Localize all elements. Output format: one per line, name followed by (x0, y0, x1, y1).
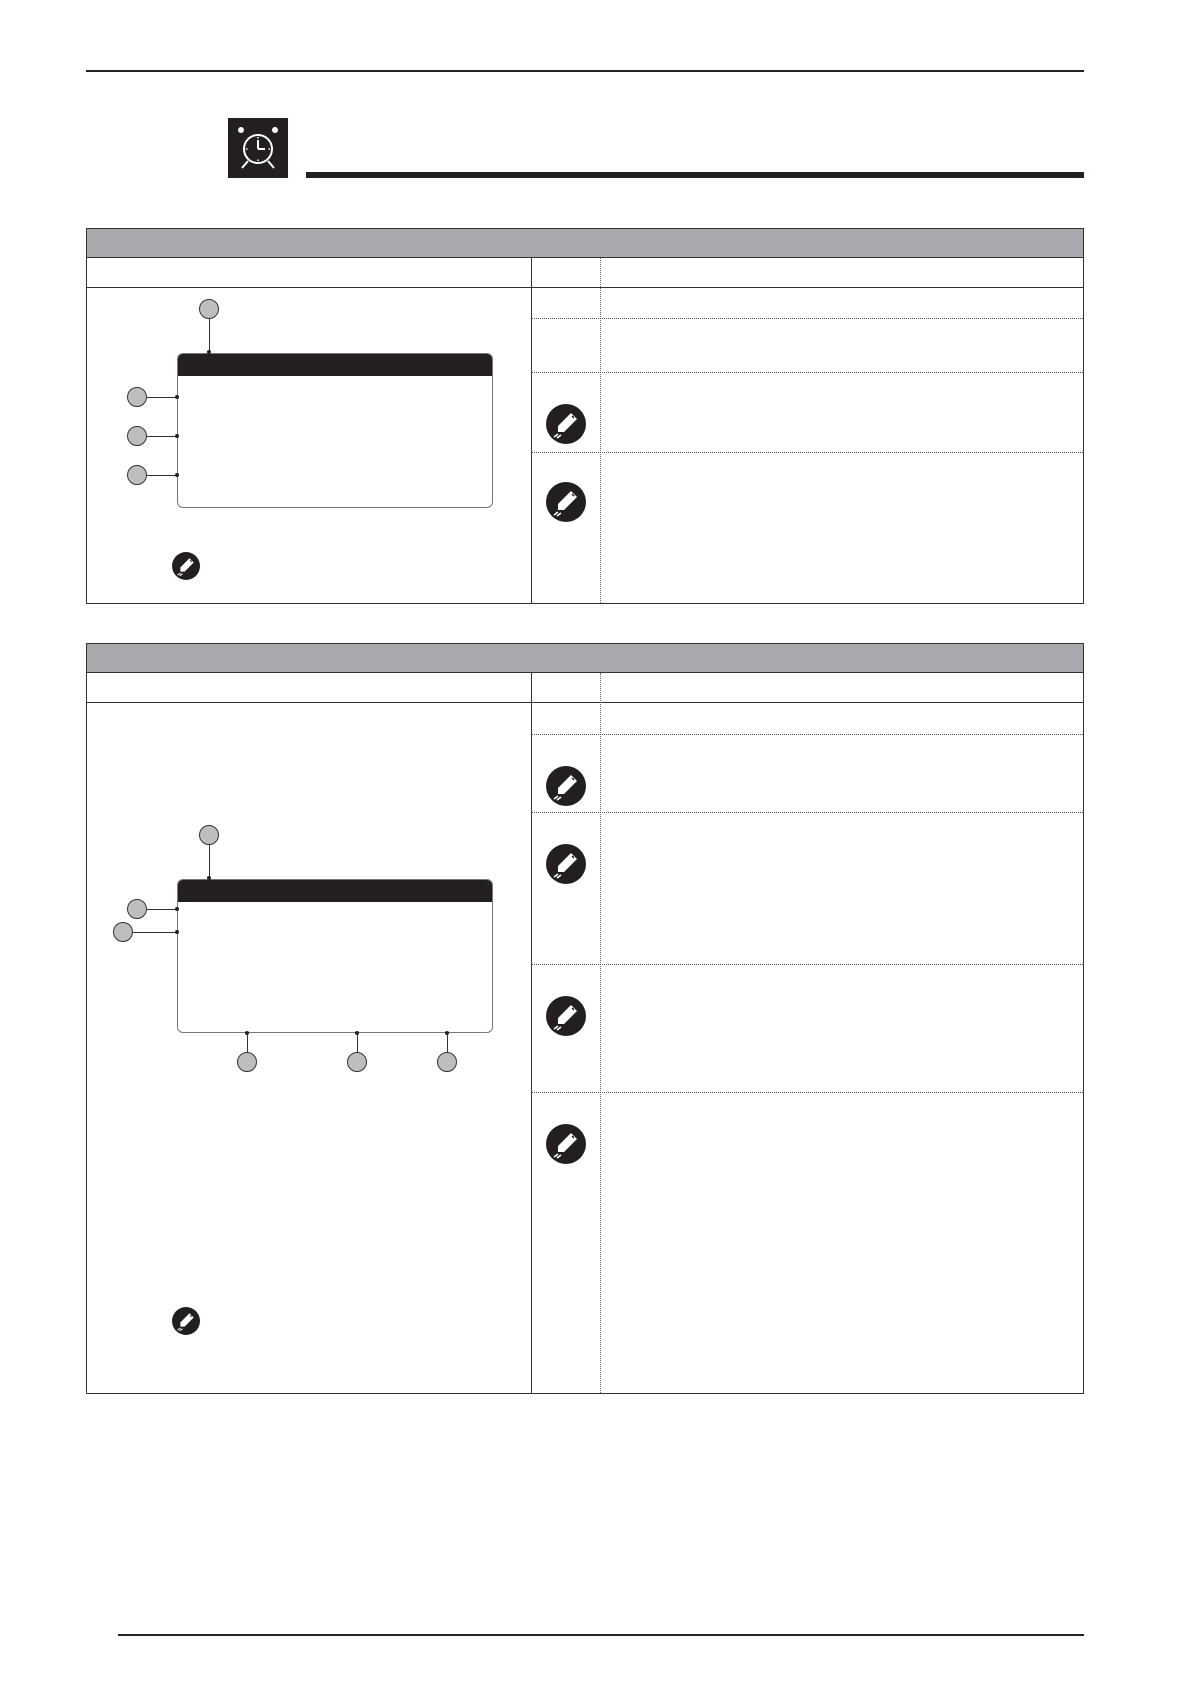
callout-leader-line (147, 909, 177, 910)
section-2-row-separator (531, 734, 1083, 735)
pencil-note-icon (172, 1307, 200, 1335)
callout-leader-line (447, 1033, 448, 1052)
callout-leader-line (147, 475, 177, 476)
bottom-rule (118, 1634, 1084, 1636)
section-1-row-separator (531, 452, 1083, 453)
screen-illustration-1 (177, 353, 493, 508)
screen-illustration-2 (177, 879, 493, 1033)
section-1-table (86, 228, 1084, 604)
header-bar (306, 172, 1084, 178)
screen-title-bar (178, 354, 492, 376)
section-1-column-header (87, 258, 1083, 288)
callout-dot (175, 930, 179, 934)
pencil-note-icon (172, 552, 200, 580)
section-2-table (86, 643, 1084, 1394)
top-rule (86, 70, 1084, 72)
pencil-note-icon (546, 1124, 586, 1164)
callout-circle (127, 899, 147, 919)
callout-dot (207, 350, 211, 354)
pencil-note-icon (546, 844, 586, 884)
callout-circle (237, 1052, 257, 1072)
pencil-note-icon (546, 404, 586, 444)
section-2-column-divider (531, 673, 532, 1393)
section-2-column-divider-dotted (600, 673, 601, 1393)
screen-title-bar (178, 880, 492, 902)
callout-leader-line (209, 845, 210, 877)
callout-leader-line (133, 932, 177, 933)
section-1-row-separator (531, 372, 1083, 373)
pencil-note-icon (546, 996, 586, 1036)
section-1-column-divider (531, 258, 532, 603)
callout-circle (347, 1052, 367, 1072)
callout-circle (437, 1052, 457, 1072)
pencil-note-icon (546, 766, 586, 806)
callout-circle (127, 465, 147, 485)
section-2-row-separator (531, 812, 1083, 813)
callout-leader-line (147, 436, 177, 437)
pencil-note-icon (546, 482, 586, 522)
section-2-column-header (87, 673, 1083, 703)
callout-dot (175, 395, 179, 399)
callout-circle (127, 387, 147, 407)
callout-dot (175, 473, 179, 477)
section-1-column-divider-dotted (600, 258, 601, 603)
callout-circle (113, 922, 133, 942)
callout-leader-line (147, 397, 177, 398)
section-1-row-separator (531, 318, 1083, 319)
callout-dot (175, 907, 179, 911)
callout-circle (199, 299, 219, 319)
callout-dot (207, 876, 211, 880)
callout-leader-line (209, 319, 210, 351)
section-1-title-bar (87, 229, 1083, 258)
alarm-clock-icon (228, 118, 288, 178)
section-2-row-separator (531, 1092, 1083, 1093)
callout-leader-line (357, 1033, 358, 1052)
section-2-title-bar (87, 644, 1083, 673)
callout-leader-line (247, 1033, 248, 1052)
callout-circle (199, 825, 219, 845)
callout-dot (175, 434, 179, 438)
section-2-row-separator (531, 964, 1083, 965)
callout-circle (127, 426, 147, 446)
